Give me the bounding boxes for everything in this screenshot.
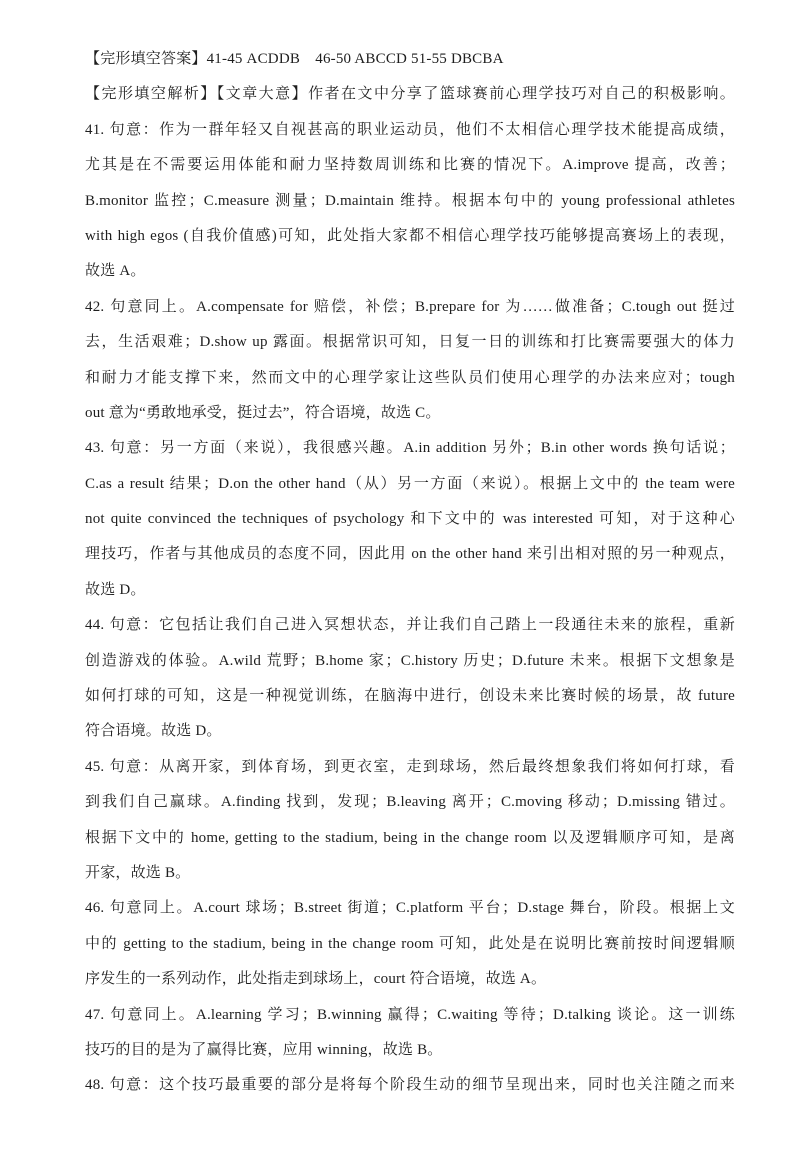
text-line: 序发生的一系列动作，此处指走到球场上，court 符合语境，故选 A。 (85, 971, 547, 988)
text-line: 45. 句意：从离开家，到体育场，到更衣室，走到球场，然后最终想象我们将如何打球，看 (85, 758, 735, 775)
paragraph-item-48 (85, 1068, 735, 1103)
paragraph-item-45 (85, 750, 735, 892)
paragraph-answer-key (85, 42, 735, 77)
text-line: 符合语境。故选 D。 (85, 723, 222, 740)
text-line: 46. 句意同上。A.court 球场；B.street 街道；C.platform 平台；D.stage 舞台，阶段。根据上文 (85, 900, 735, 917)
text-line: 开家，故选 B。 (85, 864, 191, 881)
text-line: 技巧的目的是为了赢得比赛，应用 winning，故选 B。 (85, 1041, 443, 1058)
paragraph-item-44 (85, 608, 735, 750)
text-line: out 意为“勇敢地承受，挺过去”，符合语境，故选 C。 (85, 404, 441, 421)
text-line: 42. 句意同上。A.compensate for 赔偿，补偿；B.prepare for 为……做准备；C.tough out 挺过 (85, 298, 735, 315)
text-line: 故选 D。 (85, 581, 146, 598)
paragraph-item-46 (85, 891, 735, 997)
paragraph-item-43 (85, 431, 735, 608)
text-line: 41. 句意：作为一群年轻又自视甚高的职业运动员，他们不太相信心理学技术能提高成绩， (85, 121, 735, 138)
text-line: 去，生活艰难；D.show up 露面。根据常识可知，日复一日的训练和打比赛需要强大的体力 (85, 334, 735, 351)
text-line: 和耐力才能支撑下来，然而文中的心理学家让这些队员们使用心理学的办法来应对；tough (85, 369, 735, 386)
text-line: 47. 句意同上。A.learning 学习；B.winning 赢得；C.waiting 等待；D.talking 谈论。这一训练 (85, 1006, 735, 1023)
paragraph-item-42 (85, 290, 735, 432)
text-line: 创造游戏的体验。A.wild 荒野；B.home 家；C.history 历史；D.future 未来。根据下文想象是 (85, 652, 735, 669)
text-line: 故选 A。 (85, 263, 146, 280)
text-line: 如何打球的可知，这是一种视觉训练，在脑海中进行，创设未来比赛时候的场景，故 future (85, 688, 735, 705)
paragraph-passage-summary (85, 77, 735, 112)
text-line: 到我们自己赢球。A.finding 找到，发现；B.leaving 离开；C.moving 移动；D.missing 错过。 (85, 794, 735, 811)
text-line: 理技巧，作者与其他成员的态度不同，因此用 on the other hand 来引出相对照的另一种观点， (85, 546, 735, 563)
text-line: 43. 句意：另一方面（来说），我很感兴趣。A.in addition 另外；B.in other words 换句话说； (85, 440, 735, 457)
text-line: 48. 句意：这个技巧最重要的部分是将每个阶段生动的细节呈现出来，同时也关注随之而来 (85, 1077, 735, 1094)
text-line: 根据下文中的 home, getting to the stadium, being in the change room 以及逻辑顺序可知，是离 (85, 829, 735, 846)
text-line: 44. 句意：它包括让我们自己进入冥想状态，并让我们自己踏上一段通往未来的旅程，重新 (85, 617, 735, 634)
text-line: C.as a result 结果；D.on the other hand（从）另一方面（来说）。根据上文中的 the team were (85, 475, 735, 492)
text-line: B.monitor 监控；C.measure 测量；D.maintain 维持。根据本句中的 young professional athletes (85, 192, 735, 209)
text-line: 中的 getting to the stadium, being in the change room 可知，此处是在说明比赛前按时间逻辑顺 (85, 935, 735, 952)
text-line: with high egos (自我价值感)可知，此处指大家都不相信心理学技巧能够提高赛场上的表现， (85, 227, 735, 244)
text-line: 【完形填空答案】41-45 ACDDB 46-50 ABCCD 51-55 DBCBA (85, 51, 504, 67)
text-line: 【完形填空解析】【文章大意】作者在文中分享了篮球赛前心理学技巧对自己的积极影响。 (85, 86, 735, 103)
document-page (85, 42, 735, 1104)
text-line: not quite convinced the techniques of psychology 和下文中的 was interested 可知，对于这种心 (85, 511, 735, 528)
text-line: 尤其是在不需要运用体能和耐力坚持数周训练和比赛的情况下。A.improve 提高，改善； (85, 157, 735, 174)
paragraph-item-41 (85, 113, 735, 290)
paragraph-item-47 (85, 998, 735, 1069)
